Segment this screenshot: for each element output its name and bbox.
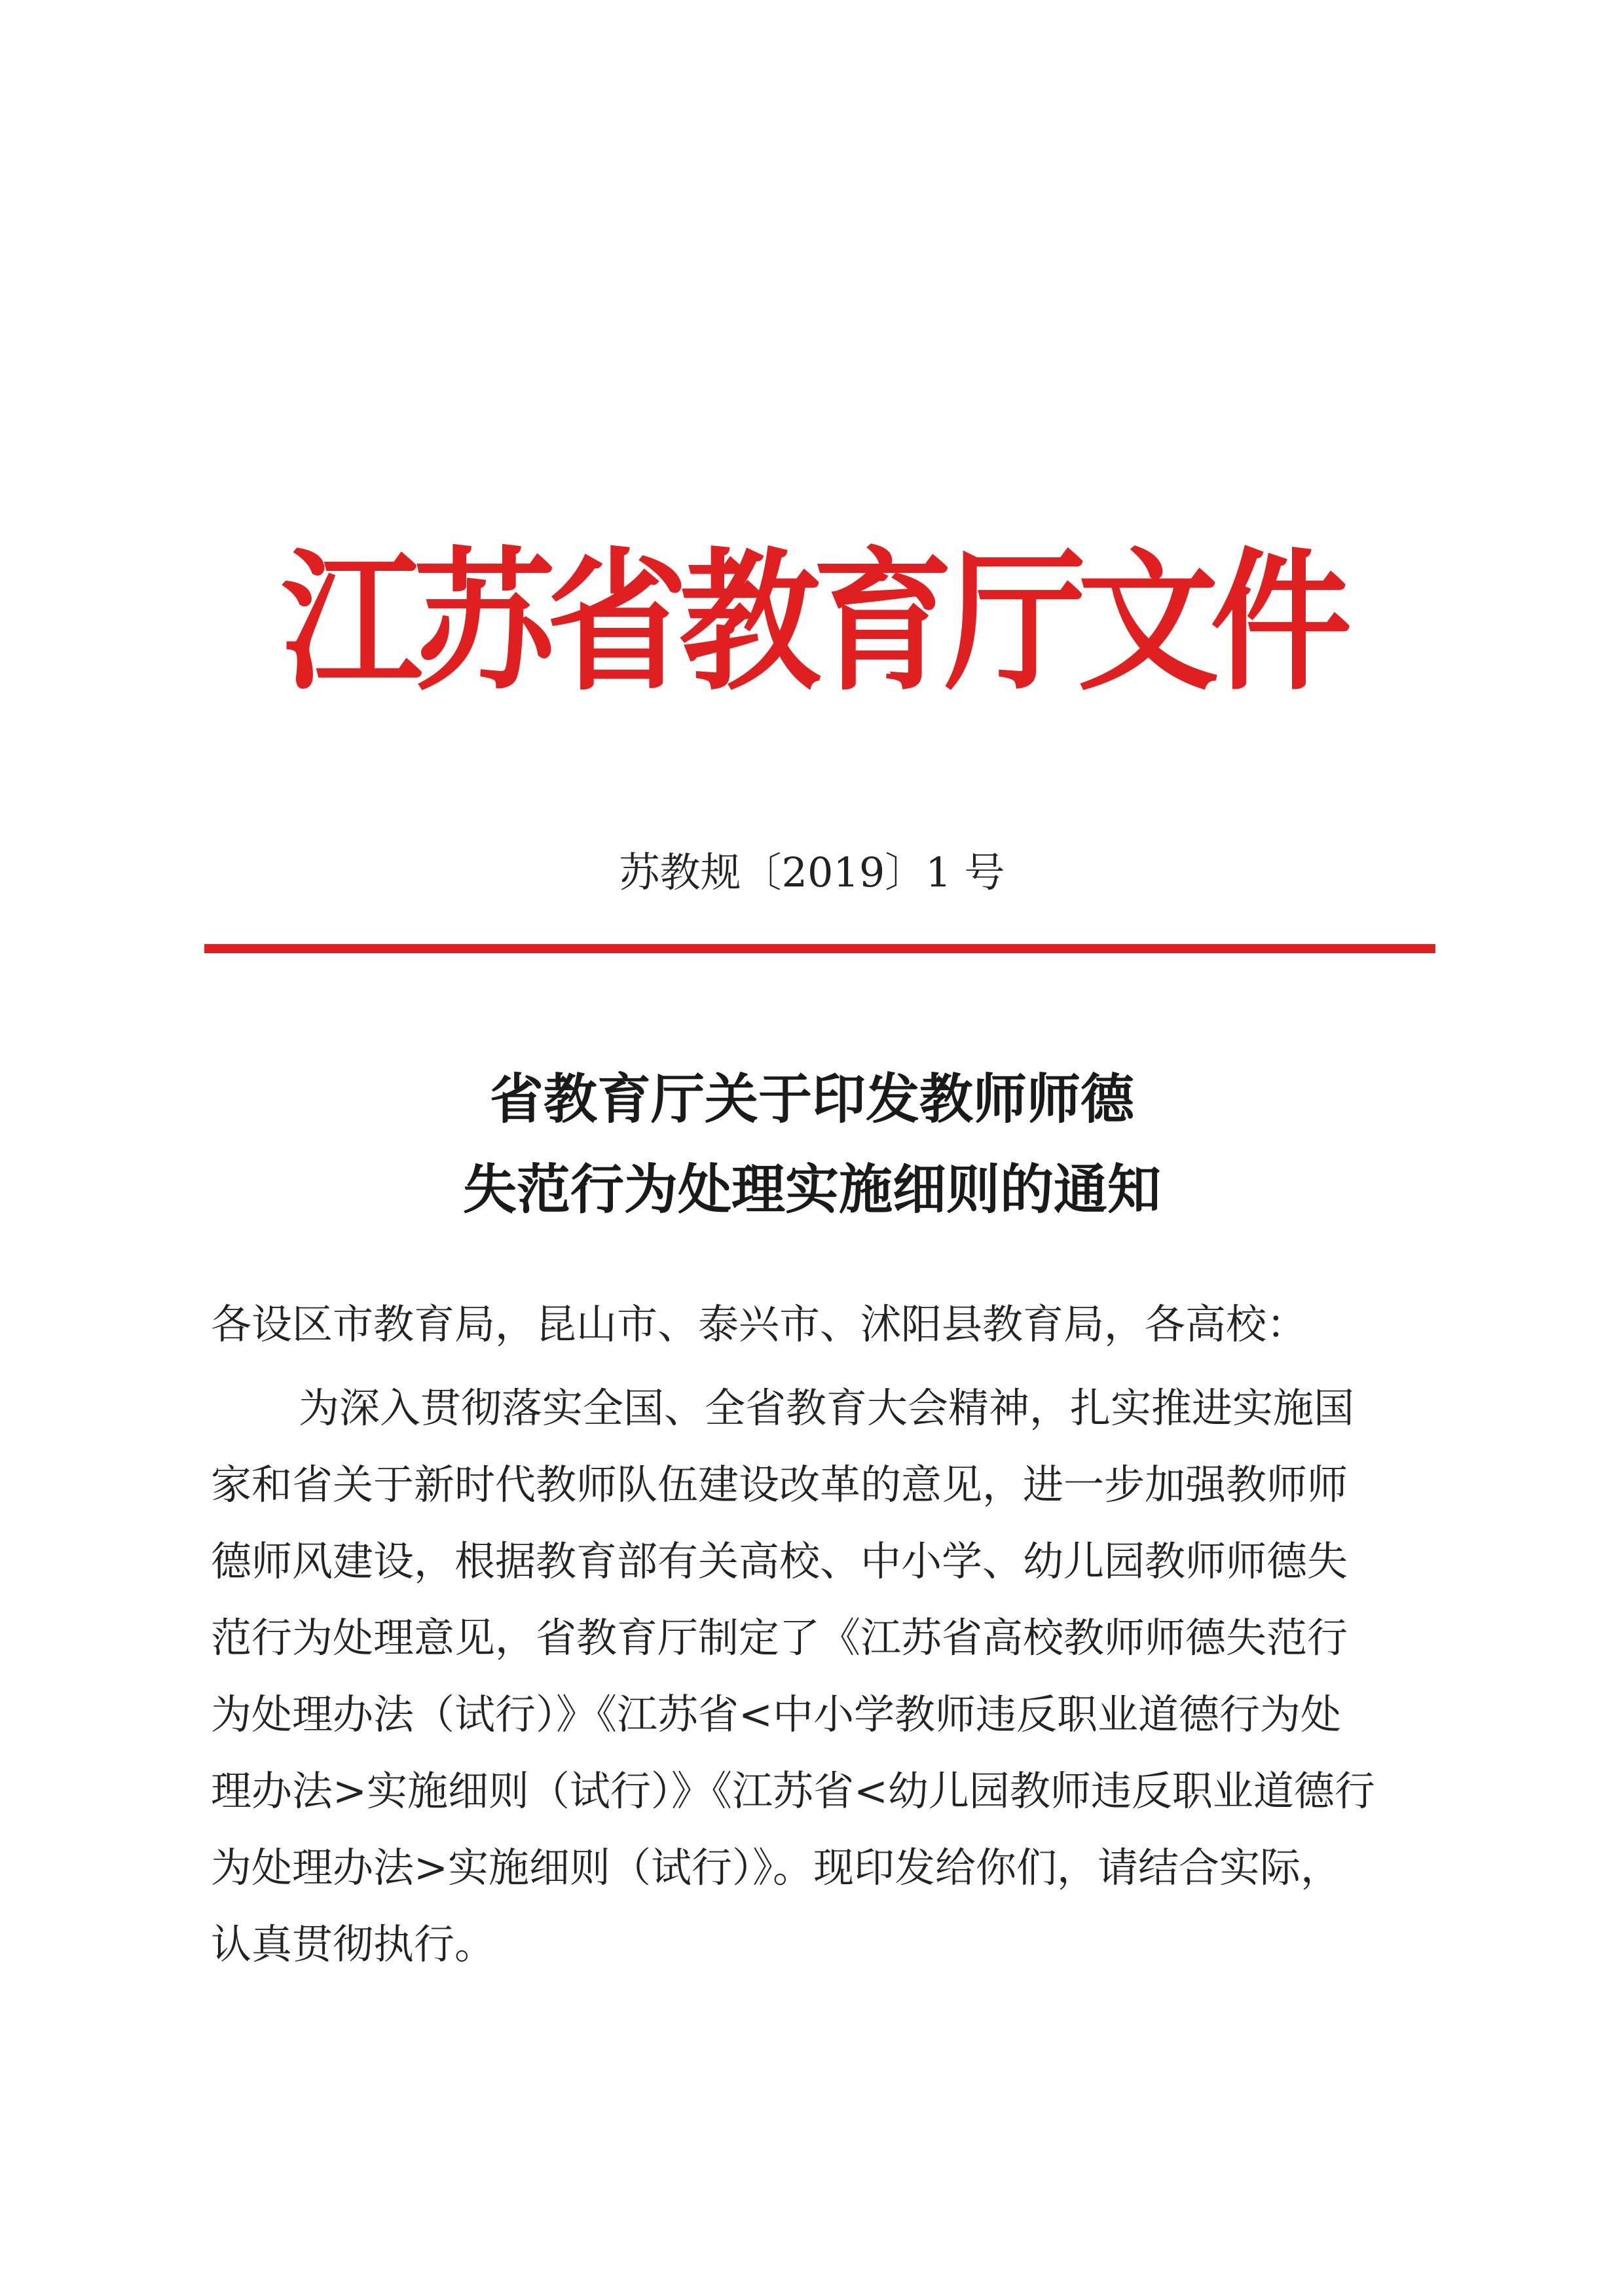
body-line: 为处理办法（试行）》《江苏省<中小学教师违反职业道德行为处 bbox=[211, 1690, 1341, 1738]
addressee-line: 各设区市教育局，昆山市、泰兴市、沭阳县教育局，各高校： bbox=[211, 1300, 1308, 1348]
masthead-title: 江苏省教育厅文件 bbox=[281, 532, 1343, 711]
notice-title bbox=[196, 1054, 1428, 1235]
body-line: 家和省关于新时代教师队伍建设改革的意见，进一步加强教师师 bbox=[211, 1461, 1348, 1508]
notice-title-line-2: 失范行为处理实施细则的通知 bbox=[462, 1158, 1161, 1221]
body-line: 德师风建设，根据教育部有关高校、中小学、幼儿园教师师德失 bbox=[211, 1537, 1348, 1585]
notice-body bbox=[211, 1370, 1422, 1982]
body-line: 认真贯彻执行。 bbox=[211, 1920, 496, 1968]
body-line: 为深入贯彻落实全国、全省教育大会精神，扎实推进实施国 bbox=[299, 1384, 1355, 1432]
body-line: 理办法>实施细则（试行）》《江苏省<幼儿园教师违反职业道德行 bbox=[211, 1767, 1375, 1815]
body-line: 为处理办法>实施细则（试行）》。现印发给你们，请结合实际， bbox=[211, 1844, 1341, 1891]
body-line: 范行为处理意见，省教育厅制定了《江苏省高校教师师德失范行 bbox=[211, 1614, 1348, 1662]
document-number: 苏教规〔2019〕1 号 bbox=[619, 848, 1005, 896]
notice-title-line-1: 省教育厅关于印发教师师德 bbox=[489, 1068, 1134, 1131]
red-separator-line bbox=[204, 944, 1435, 953]
